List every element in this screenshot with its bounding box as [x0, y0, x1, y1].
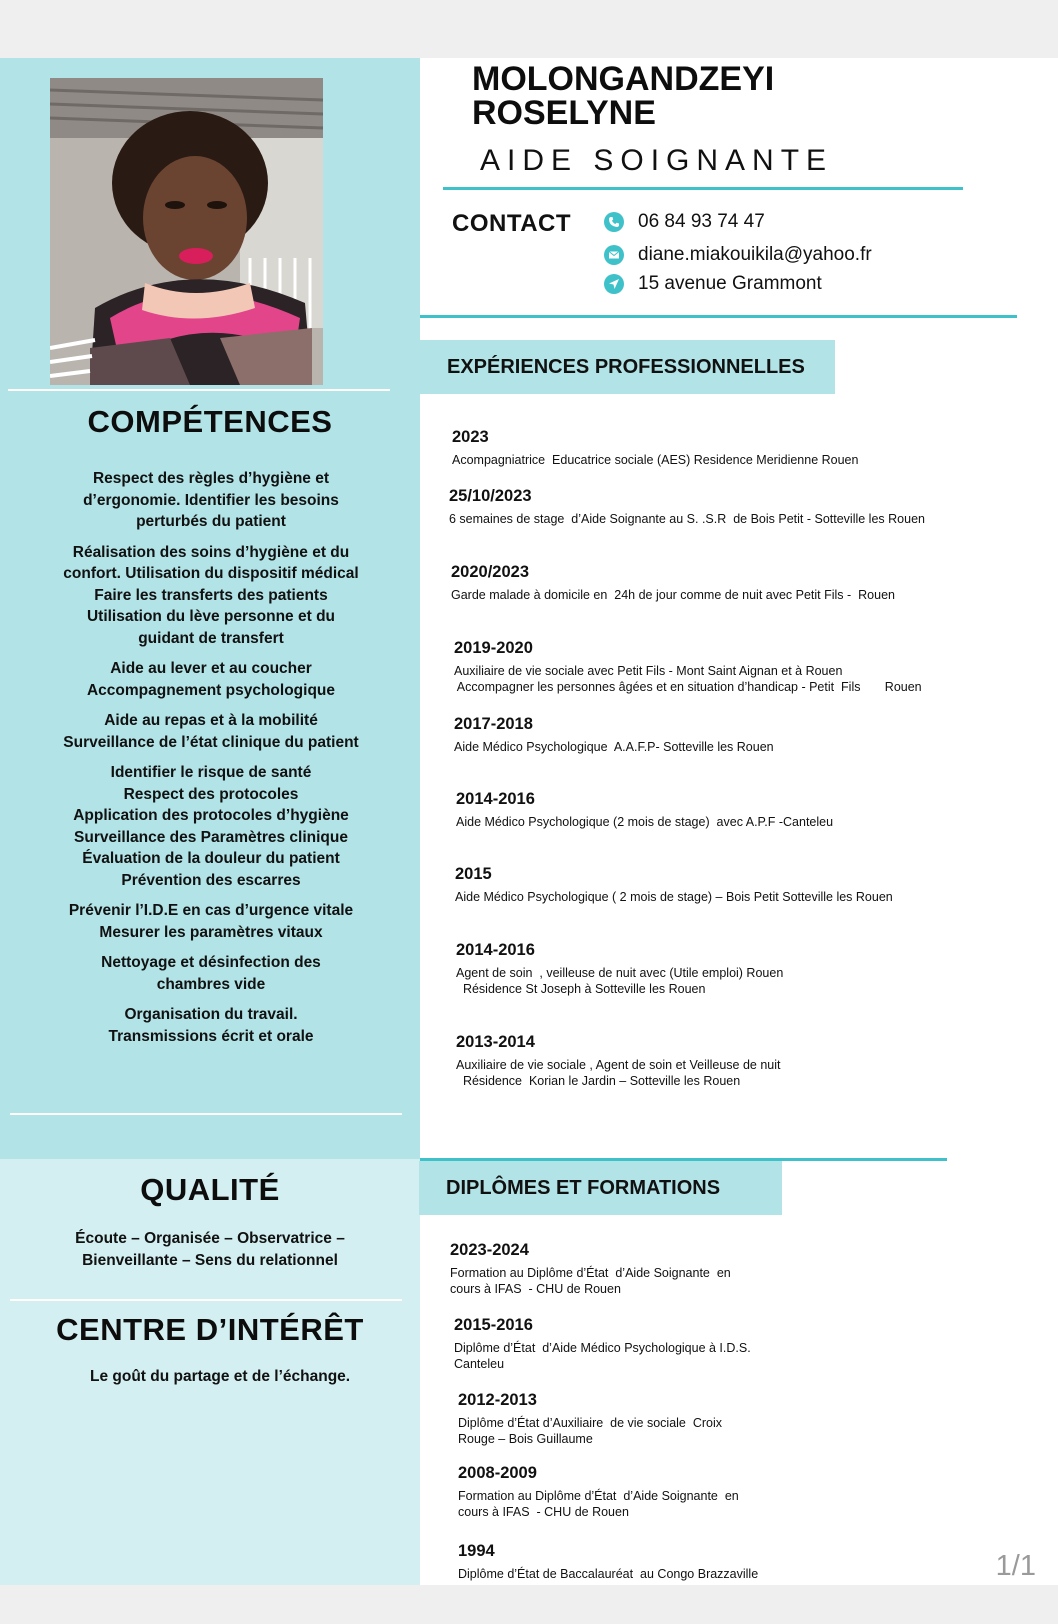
entry-year: 2015-2016 — [454, 1316, 533, 1334]
experience-item — [456, 1033, 781, 1089]
contact-email — [604, 244, 872, 266]
competence-group — [30, 900, 392, 943]
competence-group — [30, 762, 392, 891]
entry-year: 2014-2016 — [456, 941, 535, 959]
header-divider — [443, 187, 963, 190]
diplome-item — [458, 1464, 739, 1520]
diplome-item — [454, 1316, 751, 1372]
competence-line: Respect des règles d’hygiène et — [92, 470, 330, 487]
competence-line: Prévention des escarres — [121, 871, 301, 889]
experience-item — [456, 790, 833, 830]
competence-line: Transmissions écrit et orale — [108, 1027, 314, 1045]
contact-title: CONTACT — [452, 210, 572, 237]
competence-line: Utilisation du lève personne et du — [86, 608, 336, 625]
competences-list — [30, 468, 392, 1047]
qualite-line: Bienveillante – Sens du relationnel — [82, 1251, 338, 1269]
competence-line: Aide au lever et au coucher — [110, 660, 312, 677]
competence-line: Application des protocoles d’hygiène — [73, 807, 349, 824]
competence-group — [30, 710, 392, 753]
competence-group — [30, 658, 392, 701]
profile-photo — [50, 78, 323, 385]
entry-description: Aide Médico Psychologique (2 mois de stage) avec A.P.F -Canteleu — [456, 815, 834, 829]
entry-year: 2014-2016 — [456, 790, 535, 808]
entry-year: 2019-2020 — [454, 639, 533, 657]
competence-line: Prévenir l’I.D.E en cas d’urgence vitale — [68, 902, 354, 919]
entry-description: Résidence St Joseph à Sotteville les Rouen — [456, 982, 706, 996]
competence-line: Réalisation des soins d’hygiène et du — [72, 543, 350, 561]
diplomes-title: DIPLÔMES ET FORMATIONS — [446, 1176, 721, 1199]
entry-description: Aide Médico Psychologique A.A.F.P- Sotteville les Rouen — [454, 740, 774, 754]
competence-line: Faire les transferts des patients — [94, 586, 328, 604]
cv-page — [0, 58, 1058, 1585]
competence-line: guidant de transfert — [138, 629, 284, 647]
contact-divider — [420, 315, 1017, 318]
mail-icon — [604, 245, 624, 265]
entry-description: Diplôme d’État de Baccalauréat au Congo Brazzaville — [458, 1567, 759, 1581]
experiences-title: EXPÉRIENCES PROFESSIONNELLES — [447, 355, 805, 378]
entry-year: 2012-2013 — [458, 1391, 537, 1409]
entry-year: 2013-2014 — [456, 1033, 535, 1051]
competence-group — [30, 1004, 392, 1047]
entry-description: Agent de soin , veilleuse de nuit avec (Utile emploi) Rouen — [456, 966, 784, 980]
phone-icon — [604, 212, 624, 232]
name-line-2: ROSELYNE — [472, 94, 656, 132]
entry-year: 1994 — [458, 1542, 495, 1560]
postal-address: 15 avenue Grammont — [638, 273, 822, 294]
experience-item — [455, 865, 893, 905]
competences-title: COMPÉTENCES — [87, 404, 333, 439]
page-indicator: 1/1 — [995, 1550, 1036, 1582]
competence-line: chambres vide — [156, 975, 266, 993]
location-arrow-icon — [604, 274, 624, 294]
entry-description: Formation au Diplôme d’État d’Aide Soignante en — [450, 1266, 731, 1280]
entry-year: 2020/2023 — [451, 563, 529, 581]
competence-group — [30, 952, 392, 995]
qualite-title: QUALITÉ — [140, 1172, 280, 1207]
entry-description: Garde malade à domicile en 24h de jour comme de nuit avec Petit Fils - Rouen — [451, 588, 895, 602]
qualite-text — [25, 1228, 395, 1271]
left-divider — [10, 1299, 402, 1301]
competence-line: Aide au repas et à la mobilité — [104, 712, 318, 729]
competence-line: perturbés du patient — [136, 513, 286, 530]
entry-description: Auxiliaire de vie sociale , Agent de soin et Veilleuse de nuit — [456, 1058, 781, 1072]
competence-group — [30, 542, 392, 650]
entry-year: 2017-2018 — [454, 715, 533, 733]
experience-item — [454, 639, 922, 695]
diplome-item — [458, 1542, 758, 1582]
diplome-item — [458, 1391, 722, 1447]
name-line-1: MOLONGANDZEYI — [472, 60, 775, 98]
competence-line: Accompagnement psychologique — [86, 681, 336, 699]
entry-description: Canteleu — [454, 1357, 505, 1371]
experiences-banner — [420, 340, 835, 394]
entry-description: Formation au Diplôme d’État d’Aide Soignante en — [458, 1489, 739, 1503]
candidate-name — [472, 62, 774, 130]
competence-line: Surveillance de l’état clinique du patient — [63, 733, 359, 751]
competence-line: Respect des protocoles — [123, 785, 299, 803]
entry-description: Rouge – Bois Guillaume — [458, 1432, 593, 1446]
interet-text: Le goût du partage et de l’échange. — [90, 1368, 351, 1385]
experience-item — [452, 428, 858, 468]
entry-year: 2023 — [452, 428, 489, 446]
entry-description: Diplôme d’État d’Aide Médico Psychologique à I.D.S. — [454, 1341, 751, 1355]
entry-year: 2015 — [455, 865, 492, 883]
interet-title: CENTRE D’INTÉRÊT — [56, 1312, 364, 1347]
competence-line: Surveillance des Paramètres clinique — [74, 828, 348, 846]
experience-item — [454, 715, 774, 755]
entry-description: Diplôme d’État d’Auxiliaire de vie sociale Croix — [458, 1416, 723, 1430]
email-address: diane.miakouikila@yahoo.fr — [638, 244, 872, 265]
left-divider — [10, 1113, 402, 1115]
entry-description: cours à IFAS - CHU de Rouen — [458, 1505, 629, 1519]
entry-description: Aide Médico Psychologique ( 2 mois de stage) – Bois Petit Sotteville les Rouen — [455, 890, 893, 904]
entry-description: cours à IFAS - CHU de Rouen — [450, 1282, 621, 1296]
contact-phone — [604, 211, 765, 233]
entry-description: Accompagner les personnes âgées et en situation d’handicap - Petit Fils Rouen — [454, 680, 922, 694]
entry-description: Acompagniatrice Educatrice sociale (AES) Residence Meridienne Rouen — [452, 453, 859, 467]
competence-line: d’ergonomie. Identifier les besoins — [83, 491, 339, 509]
entry-year: 2008-2009 — [458, 1464, 537, 1482]
diplomes-banner — [419, 1161, 782, 1215]
competence-line: Identifier le risque de santé — [110, 764, 312, 781]
entry-description: Auxiliaire de vie sociale avec Petit Fils - Mont Saint Aignan et à Rouen — [454, 664, 843, 678]
left-divider — [8, 389, 390, 391]
phone-number: 06 84 93 74 47 — [638, 211, 765, 232]
competence-line: Mesurer les paramètres vitaux — [99, 923, 323, 941]
qualite-line: Écoute – Organisée – Observatrice – — [75, 1230, 345, 1247]
job-title: AIDE SOIGNANTE — [480, 144, 834, 177]
entry-description: 6 semaines de stage d’Aide Soignante au S. .S.R de Bois Petit - Sotteville les Rouen — [449, 512, 925, 526]
experience-item — [456, 941, 783, 997]
entry-year: 2023-2024 — [450, 1241, 529, 1259]
contact-address — [604, 273, 822, 295]
competence-line: confort. Utilisation du dispositif médical — [63, 565, 359, 582]
competence-line: Évaluation de la douleur du patient — [82, 850, 340, 867]
competence-group — [30, 468, 392, 533]
experience-item — [451, 563, 895, 603]
competence-line: Nettoyage et désinfection des — [101, 954, 321, 971]
entry-description: Résidence Korian le Jardin – Sotteville les Rouen — [456, 1074, 741, 1088]
entry-year: 25/10/2023 — [449, 487, 532, 505]
competence-line: Organisation du travail. — [124, 1006, 298, 1023]
experience-item — [449, 487, 925, 527]
diplome-item — [450, 1241, 731, 1297]
